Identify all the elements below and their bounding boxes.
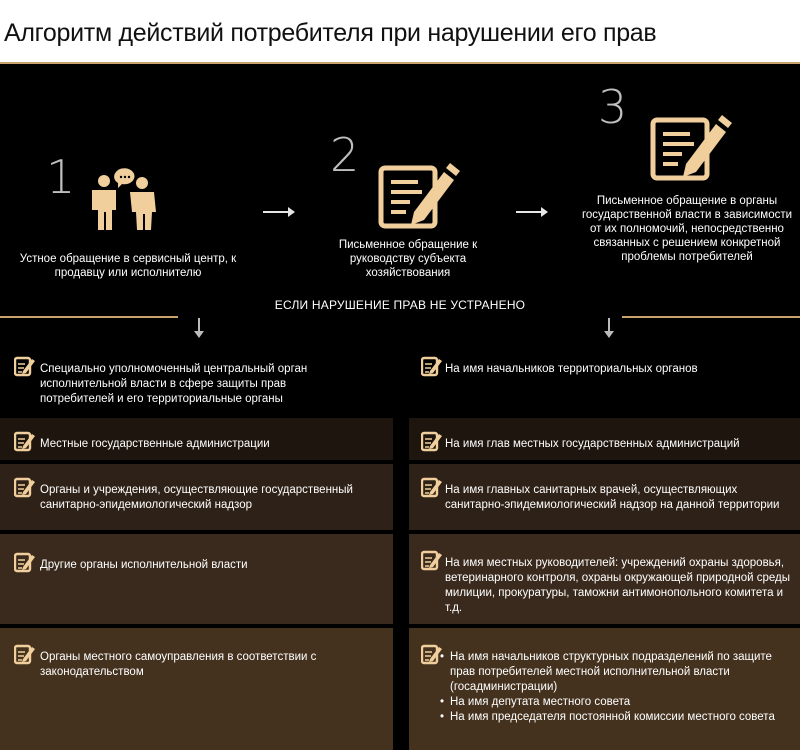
left-item-3: Органы и учреждения, осуществляющие государственный санитарно-эпидемиологический надзор — [40, 484, 353, 511]
right-row-1 — [409, 342, 800, 414]
left-item-4: Другие органы исполнительной власти — [40, 559, 248, 571]
doc-check-icon — [14, 476, 36, 498]
right-item-5-list — [440, 650, 785, 725]
document-pen-icon — [650, 112, 734, 182]
step-3-number: 3 — [598, 80, 628, 134]
left-row-5 — [0, 628, 393, 750]
doc-check-icon — [421, 430, 443, 452]
doc-check-icon — [14, 355, 36, 377]
down-arrow-right — [608, 318, 610, 332]
doc-check-icon — [14, 551, 36, 573]
down-arrow-left — [198, 318, 200, 332]
arrow-2-3 — [516, 211, 546, 213]
step-1-text: Устное обращение в сервисный центр, к продавцу или исполнителю — [19, 253, 237, 279]
document-pen-icon — [378, 160, 462, 230]
title-divider — [0, 62, 800, 64]
step-3-text: Письменное обращение в органы государственной власти в зависимости от их полномочий, непосредственно связанных с решением конкретной проблемы потребителей — [581, 195, 793, 263]
arrow-1-2 — [263, 211, 293, 213]
doc-check-icon — [421, 476, 443, 498]
left-item-1: Специально уполномоченный центральный орган исполнительной власти в сфере защиты прав потребителей и его территориальные органы — [40, 363, 308, 405]
step-1-number: 1 — [46, 150, 76, 204]
left-item-5: Органы местного самоуправления в соответствии с законодательством — [40, 651, 317, 678]
condition-label: ЕСЛИ НАРУШЕНИЕ ПРАВ НЕ УСТРАНЕНО — [274, 298, 526, 312]
doc-check-icon — [421, 355, 443, 377]
doc-check-icon — [14, 430, 36, 452]
right-item-1: На имя начальников территориальных органов — [445, 363, 698, 375]
page-title: Алгоритм действий потребителя при нарушении его прав — [0, 0, 800, 62]
condition-line-left — [0, 316, 178, 318]
right-item-5-bullet-1: • На имя начальников структурных подразделений по защите прав потребителей местной исполнительной власти (госадминистрации) — [440, 650, 785, 695]
people-talking-icon — [86, 166, 166, 232]
doc-check-icon — [14, 643, 36, 665]
step-2-number: 2 — [330, 128, 360, 182]
right-item-3: На имя главных санитарных врачей, осуществляющих санитарно-эпидемиологический надзор на данной территории — [445, 484, 780, 511]
left-row-4 — [0, 534, 393, 624]
right-item-5-bullet-3: • На имя председателя постоянной комиссии местного совета — [440, 710, 785, 725]
right-item-5-bullet-2: • На имя депутата местного совета — [440, 695, 785, 710]
left-item-2: Местные государственные администрации — [40, 438, 270, 450]
step-2-text: Письменное обращение к руководству субъекта хозяйствования — [338, 239, 478, 279]
condition-line-right — [622, 316, 800, 318]
right-item-2: На имя глав местных государственных администраций — [445, 438, 740, 450]
doc-check-icon — [421, 549, 443, 571]
right-item-4: На имя местных руководителей: учреждений охраны здоровья, ветеринарного контроля, охраны окружающей природной среды милиции, прокуратуры, таможни антимонопольного комитета и т.д. — [445, 557, 790, 614]
